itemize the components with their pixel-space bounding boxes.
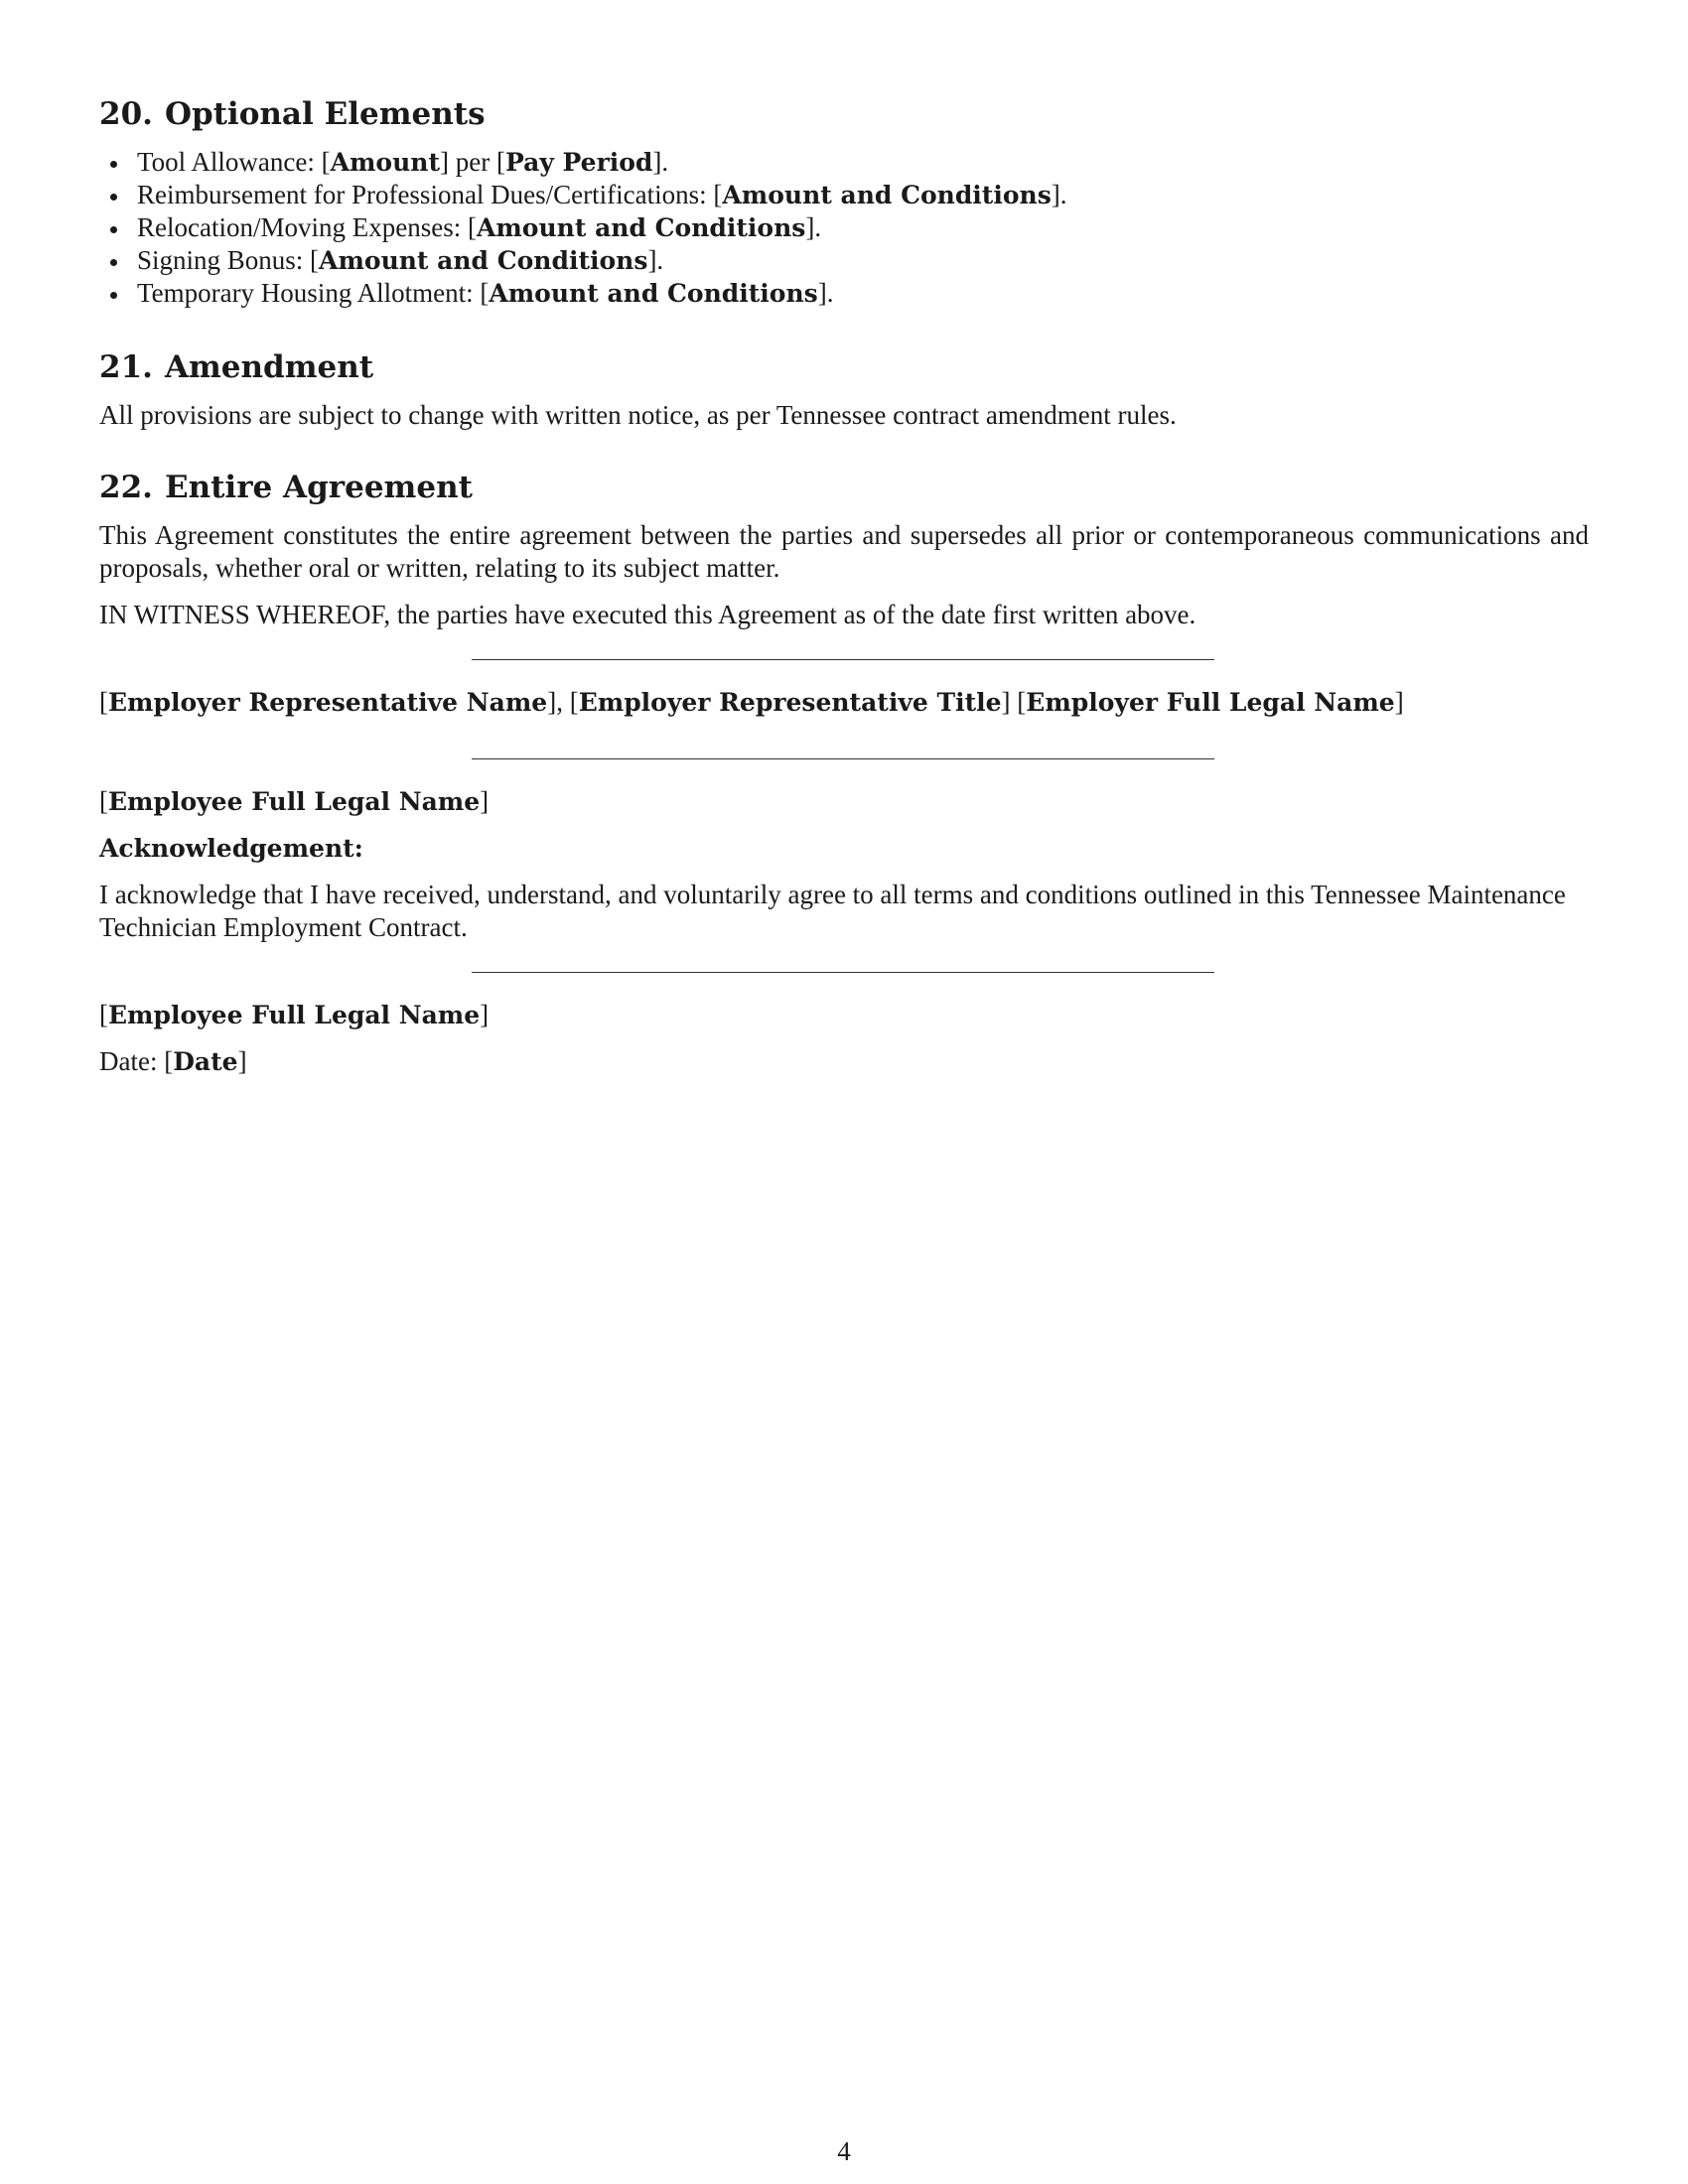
ack-employee-legal-name: Employee Full Legal Name — [108, 1001, 481, 1029]
section-21-number: 21. — [99, 349, 153, 385]
page-number: 4 — [837, 2136, 851, 2166]
placeholder-pay-period: Pay Period — [505, 148, 653, 177]
employer-legal-name: Employer Full Legal Name — [1026, 688, 1395, 717]
section-20-number: 20. — [99, 96, 153, 132]
witness-text: IN WITNESS WHEREOF, the parties have executed this Agreement as of the date first written above. — [99, 600, 1196, 629]
section-20-heading — [99, 94, 1589, 134]
employer-signature-block: [Employer Representative Name], [Employer Representative Title] [Employer Full Legal Name] — [99, 687, 1404, 717]
date-line: Date: [Date] — [99, 1046, 247, 1076]
list-item-tool-allowance: Tool Allowance: [Amount] per [Pay Period]. — [137, 146, 1589, 179]
employee-signature-line — [472, 758, 1214, 759]
item-label: Reimbursement for Professional Dues/Certifications: — [137, 180, 714, 209]
item-label: Tool Allowance: — [137, 147, 322, 177]
list-item-reimbursement: Reimbursement for Professional Dues/Certifications: [Amount and Conditions]. — [137, 179, 1589, 211]
acknowledgement-signature-line — [472, 972, 1214, 973]
section-20-title: Optional Elements — [164, 96, 486, 132]
acknowledgement-title: Acknowledgement: — [99, 834, 363, 863]
employer-rep-name: Employer Representative Name — [108, 688, 548, 717]
optional-elements-list — [99, 146, 1589, 310]
item-connector: per — [449, 147, 496, 177]
section-22-number: 22. — [99, 470, 153, 505]
date-label: Date: — [99, 1046, 165, 1076]
acknowledgement-signature-block: [Employee Full Legal Name] — [99, 1000, 490, 1029]
item-label: Temporary Housing Allotment: — [137, 278, 481, 308]
list-item-relocation: Relocation/Moving Expenses: [Amount and Conditions]. — [137, 211, 1589, 244]
employee-signature-block: [Employee Full Legal Name] — [99, 786, 490, 816]
placeholder-amount-conditions: Amount and Conditions — [489, 279, 818, 308]
placeholder-amount: Amount — [330, 148, 441, 177]
placeholder-amount-conditions: Amount and Conditions — [319, 246, 648, 275]
item-label: Relocation/Moving Expenses: — [137, 212, 468, 242]
list-item-temporary-housing: Temporary Housing Allotment: [Amount and Conditions]. — [137, 277, 1589, 310]
employee-legal-name: Employee Full Legal Name — [108, 787, 481, 816]
employer-rep-title: Employer Representative Title — [578, 688, 1002, 717]
section-21-heading — [99, 347, 1589, 387]
date-value: Date — [173, 1047, 238, 1076]
acknowledgement-text: I acknowledge that I have received, understand, and voluntarily agree to all terms and conditions outlined in this Tennessee Maintenance Technician Employment Contract. — [99, 880, 1566, 942]
spacer — [99, 446, 1589, 468]
entire-agreement-text: This Agreement constitutes the entire agreement between the parties and supersedes all prior or contemporaneous communications and proposals, whether oral or written, relating to its subject matter. — [99, 520, 1589, 583]
placeholder-amount-conditions: Amount and Conditions — [722, 181, 1052, 209]
section-22-heading — [99, 468, 1589, 507]
placeholder-amount-conditions: Amount and Conditions — [476, 213, 806, 242]
employer-signature-line — [472, 659, 1214, 660]
document-page — [99, 94, 1589, 1092]
section-22-title: Entire Agreement — [164, 470, 473, 505]
list-item-signing-bonus: Signing Bonus: [Amount and Conditions]. — [137, 244, 1589, 277]
amendment-text: All provisions are subject to change with written notice, as per Tennessee contract amendment rules. — [99, 400, 1177, 430]
section-21-title: Amendment — [164, 349, 374, 385]
item-label: Signing Bonus: — [137, 245, 311, 275]
